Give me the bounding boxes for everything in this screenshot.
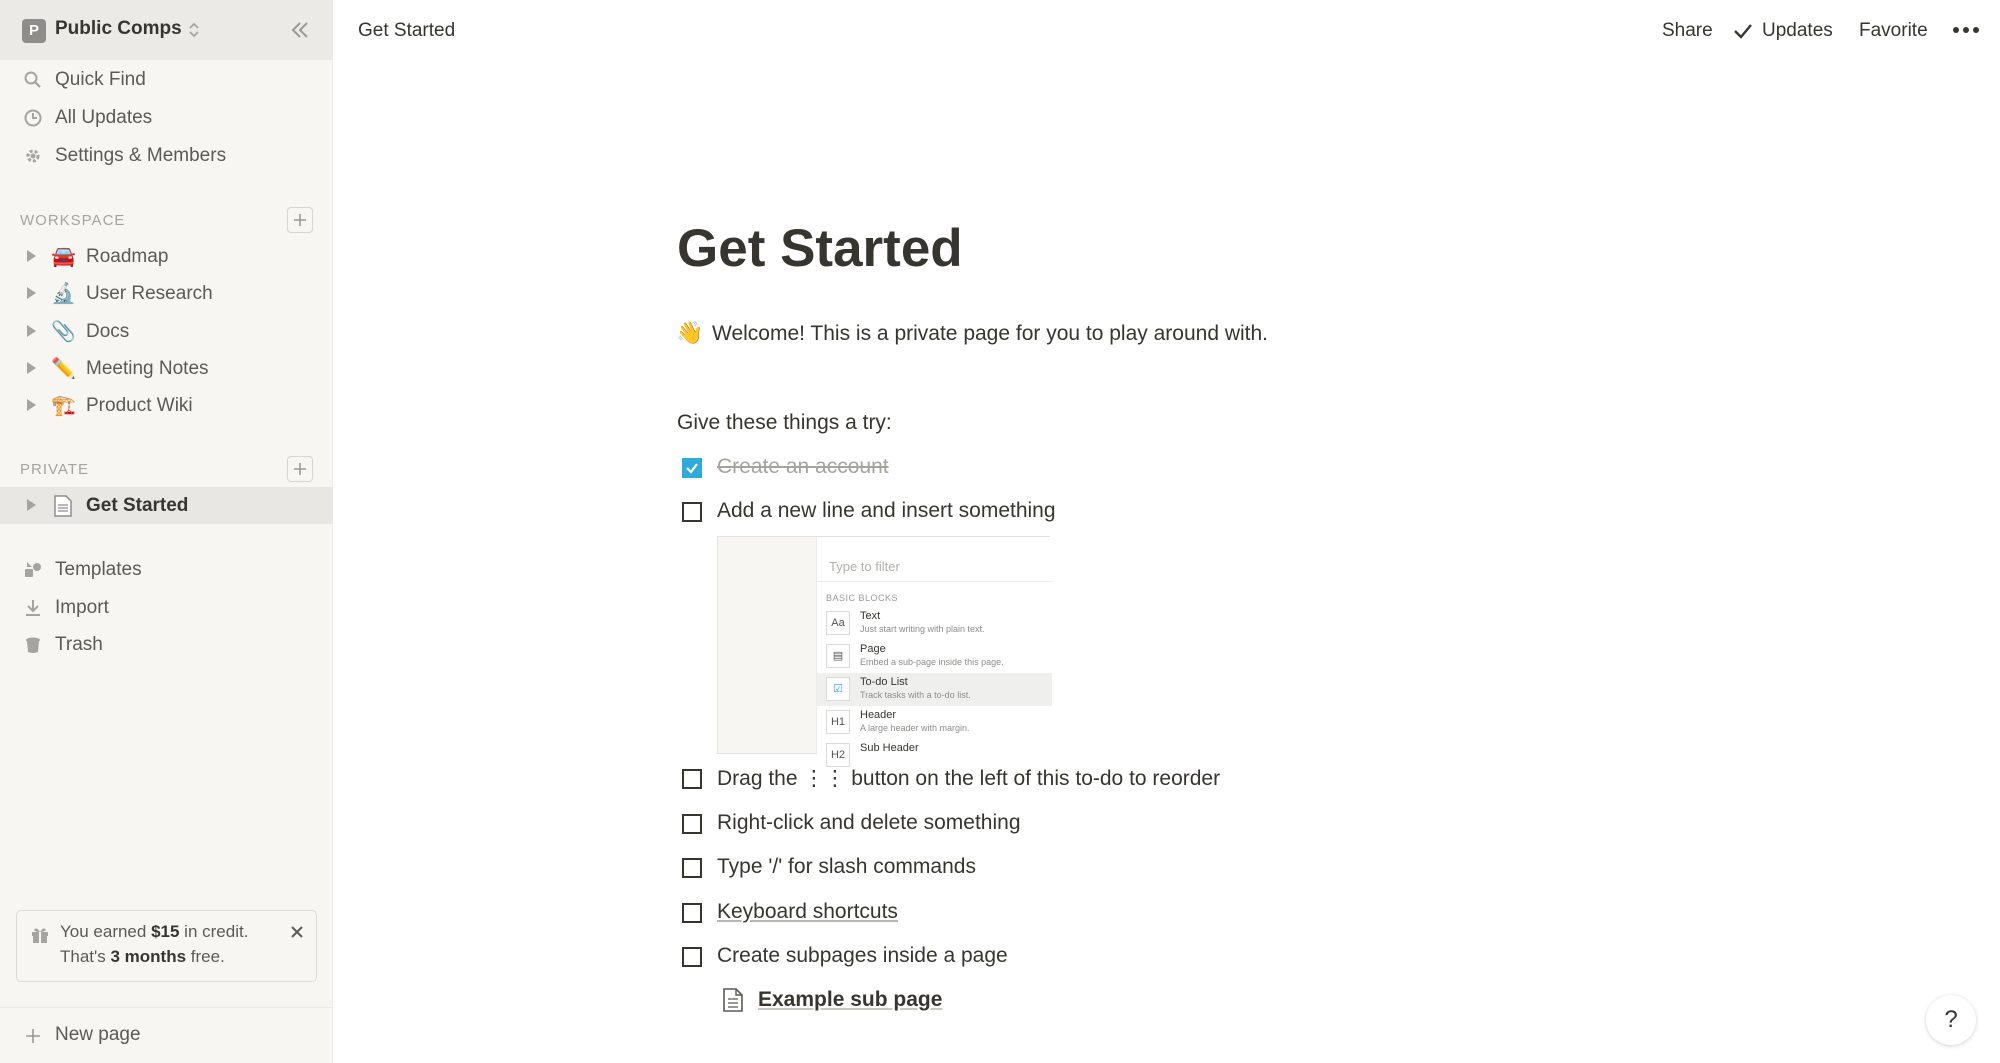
todo-text[interactable]: Create an account [717, 455, 889, 478]
new-page-label: New page [55, 1024, 141, 1045]
breadcrumb[interactable]: Get Started [358, 20, 456, 41]
gift-icon [31, 926, 49, 944]
nav-trash[interactable] [0, 627, 333, 663]
page-label: Docs [86, 321, 130, 342]
search-icon [23, 70, 43, 90]
todo-checkbox[interactable] [682, 858, 702, 878]
gear-icon [23, 146, 43, 166]
keyboard-shortcuts-link[interactable]: Keyboard shortcuts [717, 900, 898, 923]
page-item-get-started[interactable] [0, 487, 333, 524]
option-desc: A large header with margin. [860, 723, 970, 733]
plus-icon [293, 213, 307, 227]
expand-caret-icon[interactable] [27, 499, 36, 511]
todo-text[interactable]: Create subpages inside a page [717, 944, 1008, 967]
nav-label: Trash [55, 634, 103, 655]
new-page-button[interactable] [0, 1007, 333, 1063]
page-emoji: 🚘 [51, 246, 76, 268]
group-label: BASIC BLOCKS [826, 593, 899, 603]
credit-banner [16, 910, 317, 982]
more-options-icon[interactable] [1952, 18, 1980, 42]
block-option [817, 706, 1052, 739]
todo-checkbox[interactable] [682, 947, 702, 967]
nav-label: Settings & Members [55, 145, 227, 166]
intro-text[interactable]: Give these things a try: [677, 411, 892, 434]
workspace-name: Public Comps [55, 18, 182, 39]
todo-text[interactable]: Add a new line and insert something [717, 499, 1056, 522]
add-private-page-button[interactable] [287, 456, 313, 482]
nav-all-updates[interactable] [0, 100, 333, 136]
page-item-roadmap[interactable] [0, 238, 333, 275]
page-label: Product Wiki [86, 395, 193, 416]
document-icon [722, 987, 744, 1013]
add-workspace-page-button[interactable] [287, 207, 313, 233]
page-item-meeting-notes[interactable] [0, 350, 333, 387]
option-title: Header [860, 709, 897, 721]
option-desc: Just start writing with plain text. [860, 624, 985, 634]
text-block-icon: Aa [826, 611, 850, 635]
slash-menu-preview-image [717, 536, 1050, 761]
divider [817, 581, 1052, 582]
todo-item [680, 496, 1580, 528]
option-title: To-do List [860, 676, 908, 688]
block-option [817, 673, 1052, 706]
collapse-sidebar-icon[interactable] [288, 18, 312, 42]
todo-block-icon: ☑ [826, 677, 850, 701]
filter-placeholder: Type to filter [829, 559, 900, 574]
subpage-label: Example sub page [758, 988, 943, 1011]
check-icon [685, 461, 699, 475]
page-block-icon: ▤ [826, 644, 850, 668]
page-label: Get Started [86, 495, 189, 516]
page-label: Roadmap [86, 246, 169, 267]
nav-quick-find[interactable] [0, 62, 333, 98]
templates-icon [23, 560, 43, 580]
credit-line-2: That's 3 months free. [60, 947, 225, 966]
page-item-user-research[interactable] [0, 275, 333, 312]
todo-item [680, 452, 1580, 484]
nav-label: Quick Find [55, 69, 146, 90]
clock-icon [23, 108, 43, 128]
plus-icon [293, 462, 307, 476]
todo-checkbox[interactable] [682, 769, 702, 789]
todo-item [680, 941, 1580, 973]
page-emoji: ✏️ [51, 358, 76, 380]
page-title[interactable]: Get Started [677, 219, 963, 278]
nav-templates[interactable] [0, 552, 333, 588]
option-desc: Embed a sub-page inside this page. [860, 657, 1004, 667]
option-title: Page [860, 643, 886, 655]
nav-import[interactable] [0, 590, 333, 626]
favorite-button[interactable]: Favorite [1859, 20, 1928, 41]
expand-caret-icon[interactable] [27, 362, 36, 374]
nav-label: Import [55, 597, 109, 618]
page-emoji: 🔬 [51, 283, 76, 305]
close-icon[interactable] [290, 925, 304, 939]
todo-checkbox[interactable] [682, 814, 702, 834]
trash-icon [23, 635, 43, 655]
import-icon [23, 598, 43, 618]
todo-item [680, 852, 1580, 884]
option-title: Sub Header [860, 742, 919, 754]
credit-line-1: You earned $15 in credit. [60, 922, 249, 941]
todo-text[interactable]: Right-click and delete something [717, 811, 1021, 834]
page-label: User Research [86, 283, 213, 304]
private-section-label: PRIVATE [20, 461, 89, 478]
option-desc: Track tasks with a to-do list. [860, 690, 971, 700]
nav-settings-members[interactable] [0, 138, 333, 174]
chevron-updown-icon [187, 20, 201, 40]
header-block-icon: H1 [826, 710, 850, 734]
welcome-emoji: 👋 [676, 320, 704, 345]
document-icon [53, 494, 73, 518]
page-emoji: 📎 [51, 321, 76, 343]
page-item-product-wiki[interactable] [0, 387, 333, 424]
page-item-docs[interactable] [0, 313, 333, 350]
page-emoji: 🏗️ [51, 395, 76, 417]
nav-label: Templates [55, 559, 142, 580]
todo-item [680, 763, 1580, 795]
subheader-block-icon: H2 [826, 743, 850, 767]
todo-checkbox[interactable] [682, 458, 702, 478]
todo-item [680, 808, 1580, 840]
help-button[interactable]: ? [1926, 995, 1976, 1045]
workspace-section-label: WORKSPACE [20, 212, 126, 229]
block-option [817, 640, 1052, 673]
sidebar [0, 0, 333, 1063]
workspace-switcher[interactable] [0, 0, 333, 60]
expand-caret-icon[interactable] [27, 325, 36, 337]
slash-menu [816, 537, 1051, 761]
todo-text[interactable]: Type '/' for slash commands [717, 855, 976, 878]
page-label: Meeting Notes [86, 358, 209, 379]
block-option [817, 607, 1052, 640]
expand-caret-icon[interactable] [27, 250, 36, 262]
todo-text[interactable]: Drag the ⋮⋮ button on the left of this to-do to reorder [717, 767, 1221, 790]
todo-checkbox[interactable] [682, 903, 702, 923]
workspace-avatar: P [22, 19, 46, 43]
welcome-text[interactable]: Welcome! This is a private page for you to play around with. [712, 322, 1269, 345]
share-button[interactable]: Share [1662, 20, 1713, 41]
expand-caret-icon[interactable] [27, 399, 36, 411]
expand-caret-icon[interactable] [27, 287, 36, 299]
todo-checkbox[interactable] [682, 502, 702, 522]
todo-item [680, 897, 1580, 929]
nav-label: All Updates [55, 107, 153, 128]
option-title: Text [860, 610, 881, 622]
check-icon [1733, 22, 1753, 40]
subpage-link[interactable] [720, 984, 1020, 1018]
updates-button[interactable]: Updates [1762, 20, 1833, 41]
plus-icon [25, 1028, 41, 1044]
